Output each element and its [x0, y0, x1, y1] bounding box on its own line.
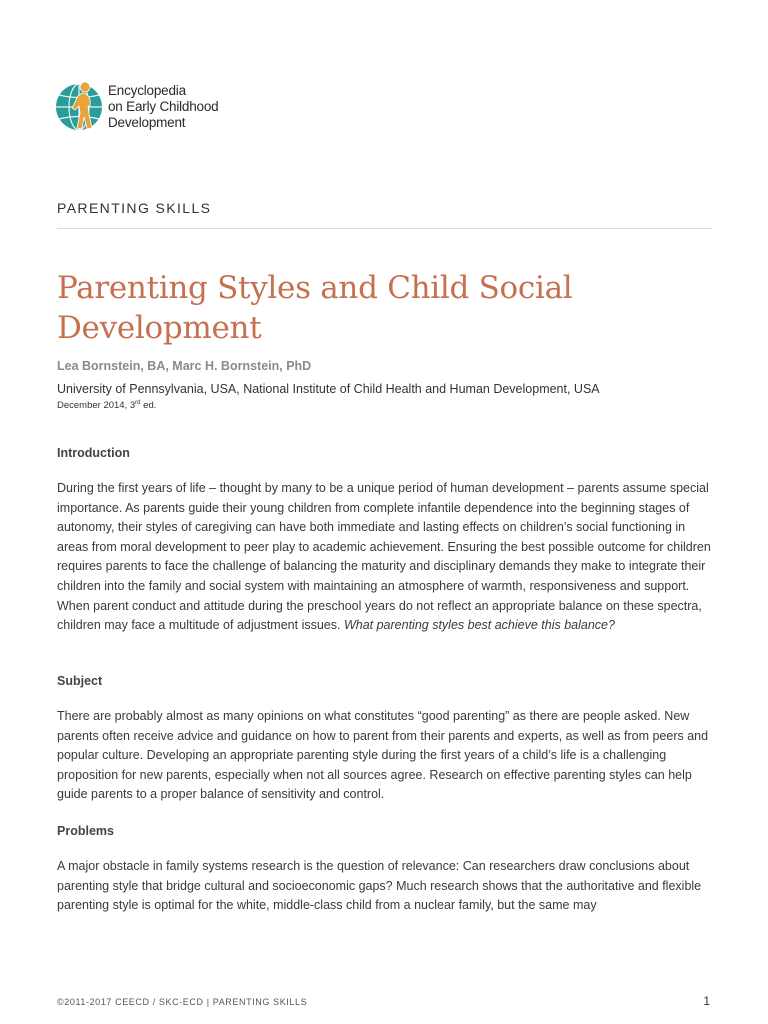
paragraph-introduction	[57, 479, 712, 636]
paragraph-problems: A major obstacle in family systems research is the question of relevance: Can researchers draw conclusions about parenting style that bridge cultural and socioeconomic gaps? Much research shows that the authoritative and flexible parenting style is optimal for the white, middle-class child from a nuclear family, but the same may	[57, 859, 702, 913]
section-label: PARENTING SKILLS	[57, 200, 212, 216]
paragraph-subject: There are probably almost as many opinions on what constitutes “good parenting” as there are people asked. New parents often receive advice and guidance on how to parent from their parents and experts, as well as from peers and popular culture. Developing an appropriate parenting style during the first years of a child’s life is a challenging proposition for new parents, especially when not all sources agree. Research on effective parenting styles can help guide parents to a proper balance of sensitivity and control.	[57, 709, 709, 802]
date-prefix: December 2014, 3	[57, 400, 136, 411]
page-number: 1	[703, 994, 710, 1008]
logo-wordmark	[108, 83, 218, 131]
introduction-question: What parenting styles best achieve this balance?	[343, 618, 615, 633]
heading-problems: Problems	[57, 824, 114, 838]
date-ordinal: rd	[135, 399, 141, 406]
article-title: Parenting Styles and Child Social Development	[57, 270, 573, 346]
article-authors: Lea Bornstein, BA, Marc H. Bornstein, PhD	[57, 359, 312, 373]
logo-line-2: on Early Childhood	[108, 99, 219, 114]
heading-introduction: Introduction	[57, 446, 130, 460]
logo-line-1: Encyclopedia	[108, 83, 186, 98]
heading-subject: Subject	[57, 674, 103, 688]
introduction-text: During the first years of life – thought by many to be a unique period of human development – parents assume special importance. As parents guide their young children from complete infantile dependence into the beginning stages of autonomy, their styles of caregiving can have both immediate and lasting effects on children’s social functioning in areas from moral development to peer play to academic achievement. Ensuring the best possible outcome for children requires parents to face the challenge of balancing the maturity and disciplinary demands they make to integrate their children into the family and social system with maintaining an atmosphere of warmth, responsiveness and support. When parent conduct and attitude during the preschool years do not reflect an appropriate balance on these spectra, children may face a multitude of adjustment issues.	[57, 481, 711, 633]
date-suffix: ed.	[140, 400, 157, 411]
footer-copyright: ©2011-2017 CEECD / SKC-ECD | PARENTING SKILLS	[57, 997, 308, 1007]
article-date	[57, 400, 156, 411]
article-affiliation: University of Pennsylvania, USA, National Institute of Child Health and Human Development, USA	[57, 382, 600, 396]
ecec-logo	[55, 76, 218, 138]
header-divider	[57, 228, 712, 229]
logo-line-3: Development	[108, 115, 186, 130]
globe-child-logo-icon	[55, 76, 105, 138]
